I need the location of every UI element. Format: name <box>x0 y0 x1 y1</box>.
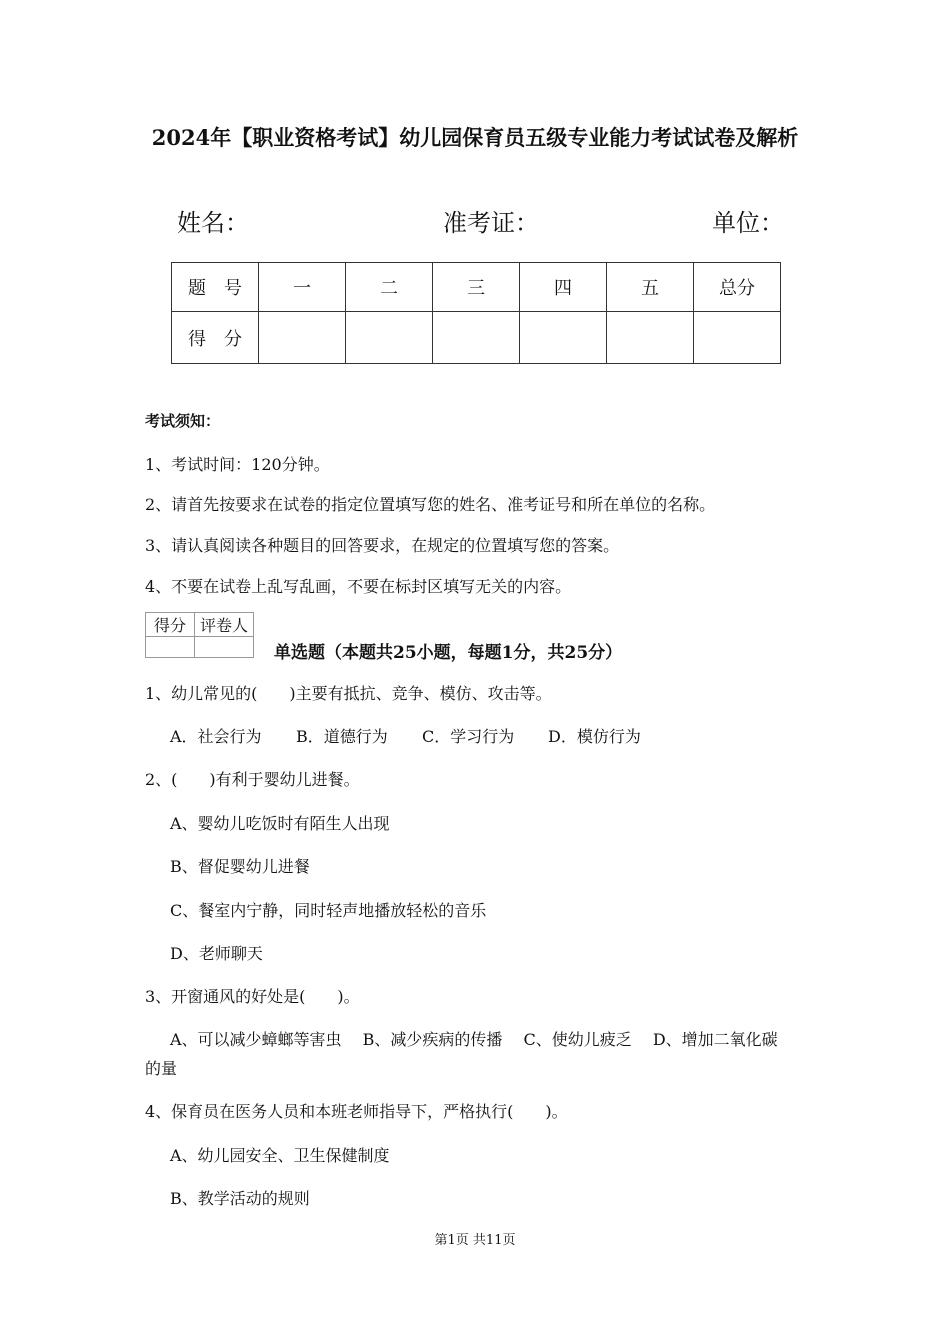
score-cell[interactable] <box>346 312 433 364</box>
score-cell[interactable] <box>433 312 520 364</box>
grader-name-cell[interactable] <box>195 637 254 658</box>
option: A．社会行为 <box>170 727 262 746</box>
option: B．道德行为 <box>296 727 388 746</box>
option: A、幼儿园安全、卫生保健制度 <box>170 1146 390 1165</box>
score-cell[interactable] <box>259 312 346 364</box>
score-cell[interactable] <box>694 312 781 364</box>
option: D、老师聊天 <box>170 944 263 963</box>
unit-field-label: 单位： <box>712 209 784 237</box>
question-stem: 4、保育员在医务人员和本班老师指导下，严格执行( )。 <box>145 1102 568 1121</box>
question-options-line: 的量 <box>145 1059 178 1078</box>
score-table-header-cell: 二 <box>346 263 433 312</box>
question-options <box>170 724 641 747</box>
score-table <box>171 262 781 364</box>
option: B、督促婴幼儿进餐 <box>170 857 310 876</box>
score-cell[interactable] <box>520 312 607 364</box>
grader-box <box>145 612 254 658</box>
score-cell[interactable] <box>607 312 694 364</box>
option: C、餐室内宁静，同时轻声地播放轻松的音乐 <box>170 901 487 920</box>
score-table-header-cell: 五 <box>607 263 694 312</box>
score-table-header-cell: 题 号 <box>172 263 259 312</box>
notice-item: 3、请认真阅读各种题目的回答要求，在规定的位置填写您的答案。 <box>145 536 620 555</box>
score-row-label: 得 分 <box>172 312 259 364</box>
grader-name-label: 评卷人 <box>195 613 254 637</box>
score-table-header-cell: 总分 <box>694 263 781 312</box>
grader-score-label: 得分 <box>146 613 195 637</box>
candidate-fields <box>0 203 950 237</box>
notice-item: 4、不要在试卷上乱写乱画，不要在标封区填写无关的内容。 <box>145 577 572 596</box>
page-title: 2024年【职业资格考试】幼儿园保育员五级专业能力考试试卷及解析 <box>151 125 799 150</box>
question-stem: 1、幼儿常见的( )主要有抵抗、竞争、模仿、攻击等。 <box>145 684 552 703</box>
score-table-score-row <box>172 312 781 364</box>
score-table-header-cell: 一 <box>259 263 346 312</box>
score-table-header-row <box>172 263 781 312</box>
score-table-header-cell: 三 <box>433 263 520 312</box>
exam-id-field-label: 准考证： <box>443 209 539 237</box>
score-table-header-cell: 四 <box>520 263 607 312</box>
notice-item: 1、考试时间：120分钟。 <box>145 455 330 474</box>
notice-heading: 考试须知： <box>145 412 221 430</box>
notice-item: 2、请首先按要求在试卷的指定位置填写您的姓名、准考证号和所在单位的名称。 <box>145 495 716 514</box>
section-heading: 单选题（本题共25小题，每题1分，共25分） <box>274 643 623 663</box>
option: C．学习行为 <box>422 727 515 746</box>
question-options-line: A、可以减少蟑螂等害虫 B、减少疾病的传播 C、使幼儿疲乏 D、增加二氧化碳 <box>170 1030 778 1049</box>
option: B、教学活动的规则 <box>170 1189 310 1208</box>
name-field-label: 姓名： <box>177 209 249 237</box>
grader-score-cell[interactable] <box>146 637 195 658</box>
option: D．模仿行为 <box>548 727 641 746</box>
option: A、婴幼儿吃饭时有陌生人出现 <box>170 814 390 833</box>
page-footer: 第1页 共11页 <box>434 1233 516 1248</box>
question-stem: 3、开窗通风的好处是( )。 <box>145 987 360 1006</box>
question-stem: 2、( )有利于婴幼儿进餐。 <box>145 770 360 789</box>
